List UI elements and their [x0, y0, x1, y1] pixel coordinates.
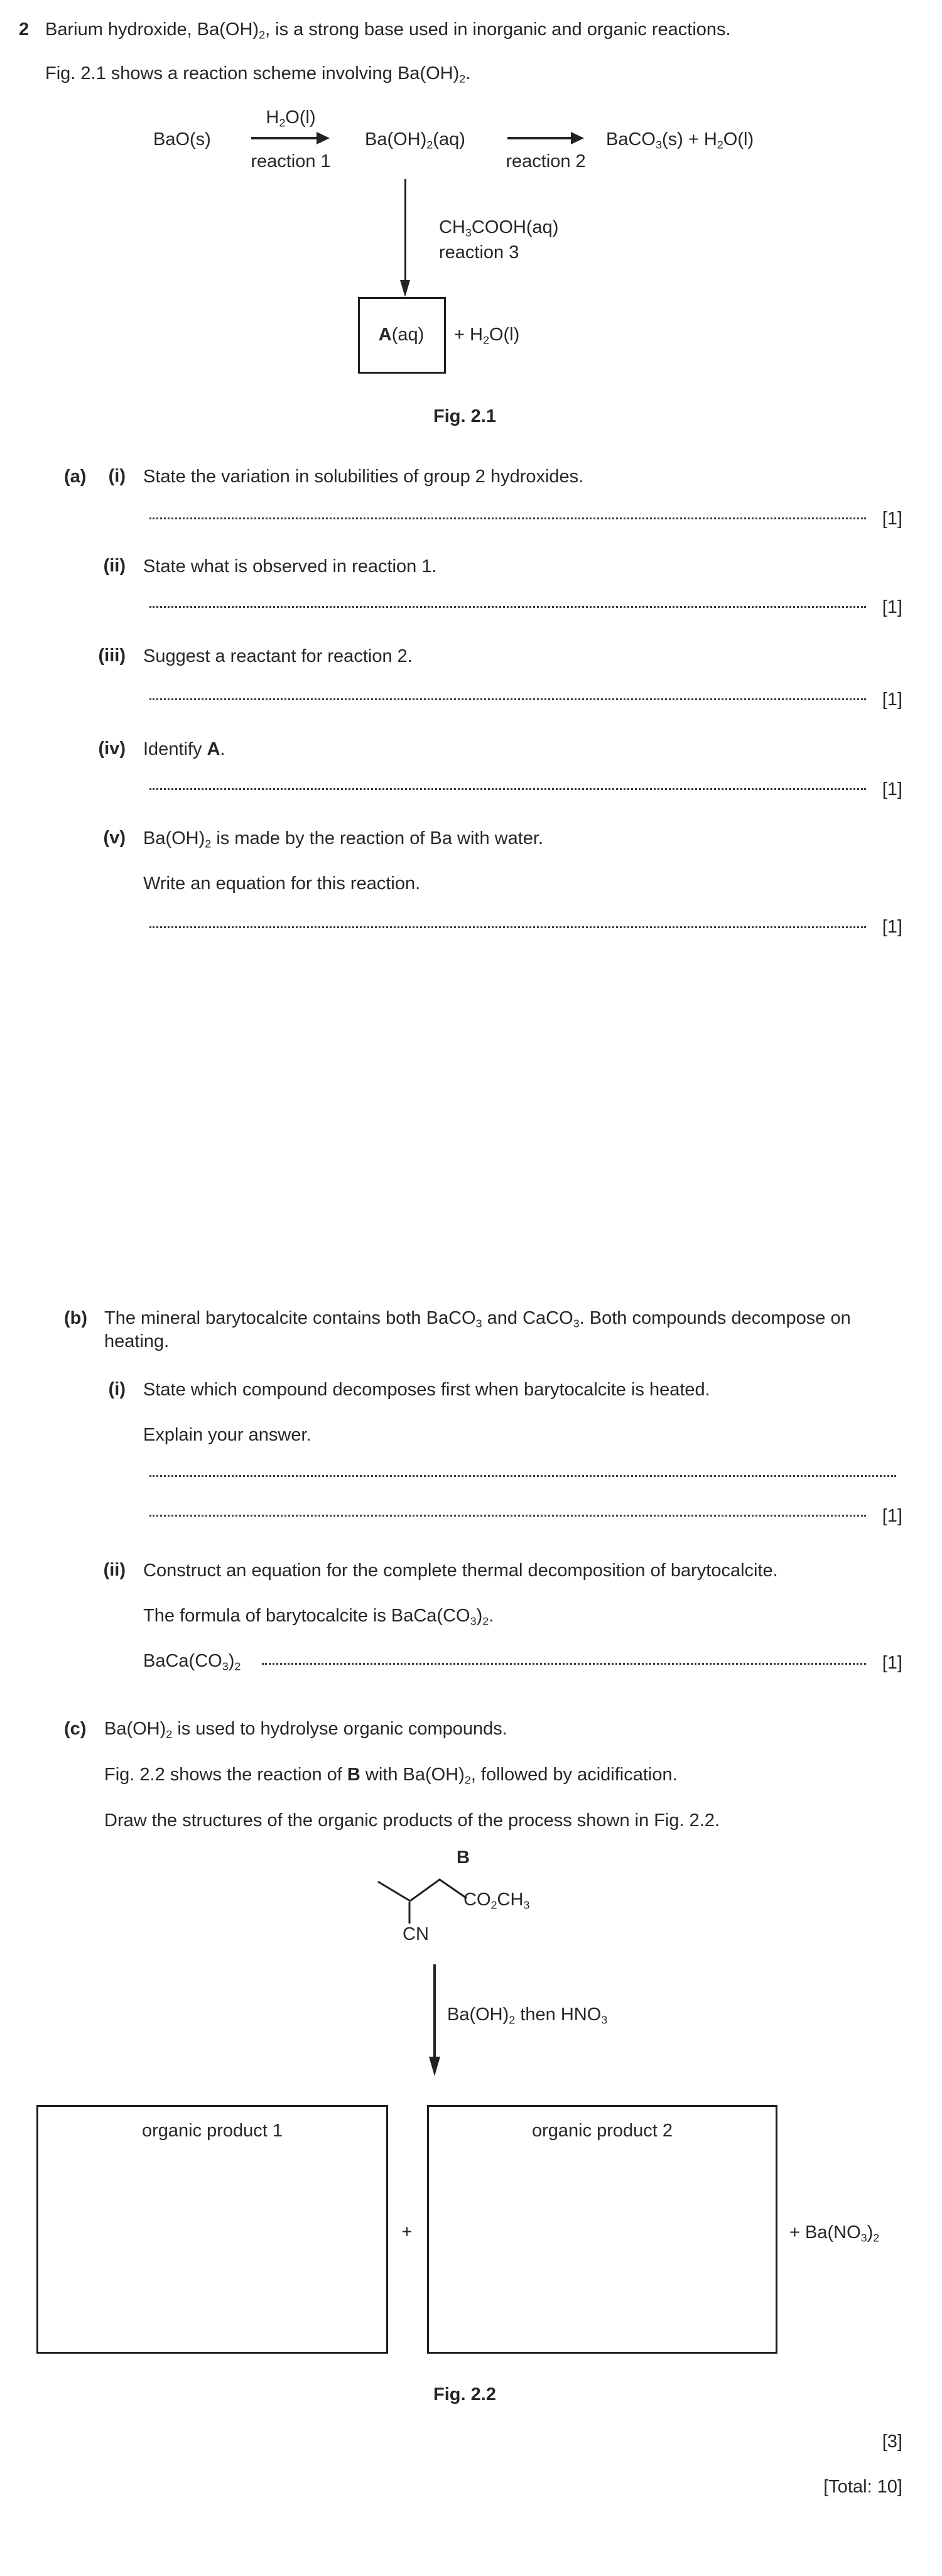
- fig21-box-label: A(aq): [378, 325, 425, 345]
- fig22-nitrile-group: CN: [403, 1924, 429, 1944]
- fig22-arrow-label: $Ba(OH)_2$ then $HNO_3$: [447, 2005, 608, 2027]
- reaction3-arrowhead-icon: [400, 280, 410, 297]
- part-c-text-line3: Draw the structures of the organic products of the process shown in Fig. 2.2.: [104, 1810, 720, 1831]
- part-b-i-label: (i): [108, 1379, 126, 1399]
- organic-product-1-box: [36, 2105, 388, 2354]
- fig22-ester-group: $CO_2CH_3$: [463, 1890, 530, 1912]
- mark-b-ii: [1]: [882, 1653, 902, 1673]
- fig22-plus: +: [401, 2222, 413, 2242]
- organic-product-2-label: organic product 2: [531, 2121, 673, 2141]
- fig21-arrow1-top-label: $H_2O(l)$: [266, 107, 316, 129]
- fig21-arrow2-bottom-label: reaction 2: [506, 151, 586, 171]
- mark-a-iv: [1]: [882, 779, 902, 799]
- mark-c: [3]: [882, 2432, 902, 2452]
- answer-line: [262, 1663, 866, 1665]
- answer-line: [149, 1515, 866, 1517]
- reaction3-arrow-line: [404, 179, 406, 281]
- part-b-ii-text: Construct an equation for the complete thermal decomposition of barytocalcite.: [143, 1561, 778, 1581]
- reaction2-arrowhead-icon: [571, 132, 584, 144]
- part-a-v-text: $Ba(OH)_2$ is made by the reaction of Ba with water.: [143, 828, 544, 850]
- fig22-arrow-line: [433, 1964, 436, 2057]
- part-b-ii-text2: The formula of barytocalcite is $BaCa(CO_3)_2$.: [143, 1606, 494, 1628]
- mark-a-iii: [1]: [882, 690, 902, 710]
- reaction1-arrowhead-icon: [317, 132, 330, 144]
- fig22-byproduct: + $Ba(NO_3)_2$: [789, 2222, 880, 2244]
- organic-product-1-label: organic product 1: [141, 2121, 283, 2141]
- answer-line: [149, 788, 866, 790]
- fig21-intermediate: $Ba(OH)_2(aq)$: [365, 129, 465, 151]
- part-a-i-label: (i): [108, 466, 126, 486]
- mark-a-v: [1]: [882, 917, 902, 937]
- answer-line: [149, 517, 866, 519]
- part-a-iv-text: Identify A.: [143, 739, 225, 759]
- question-intro-line2: Fig. 2.1 shows a reaction scheme involving $Ba(OH)_2$.: [45, 63, 471, 85]
- part-a-i-text: State the variation in solubilities of group 2 hydroxides.: [143, 467, 584, 487]
- organic-product-2-box: [427, 2105, 777, 2354]
- reaction1-arrow-line: [251, 137, 318, 139]
- part-a-ii-text: State what is observed in reaction 1.: [143, 556, 437, 576]
- part-c-text-line2: Fig. 2.2 shows the reaction of B with $Ba(OH)_2$, followed by acidification.: [104, 1765, 678, 1787]
- bond-methyl: [379, 1882, 410, 1901]
- fig21-arrow1-bottom-label: reaction 1: [251, 151, 331, 171]
- fig21-arrow3-bottom-label: reaction 3: [439, 242, 519, 262]
- question-intro-line1: Barium hydroxide, $Ba(OH)_2$, is a strong base used in inorganic and organic reactions.: [45, 19, 731, 41]
- mark-b-i: [1]: [882, 1506, 902, 1526]
- fig21-caption: Fig. 2.1: [433, 406, 496, 426]
- part-a-iii-label: (iii): [98, 646, 126, 666]
- fig21-box-suffix: + $H_2O(l)$: [454, 325, 520, 347]
- part-a-iv-label: (iv): [98, 739, 126, 759]
- mark-a-i: [1]: [882, 509, 902, 529]
- fig22-caption: Fig. 2.2: [433, 2384, 496, 2405]
- part-a-iii-text: Suggest a reactant for reaction 2.: [143, 646, 413, 666]
- part-a-ii-label: (ii): [103, 556, 126, 576]
- fig21-products: BaCO$_3$(s) + $H_2O(l)$: [606, 129, 754, 151]
- question-number: 2: [19, 19, 30, 40]
- fig22-arrowhead-icon: [429, 2057, 440, 2076]
- answer-line: [149, 698, 866, 700]
- answer-line: [149, 926, 866, 928]
- part-a-label: (a): [64, 467, 87, 487]
- fig21-reactant: BaO(s): [153, 129, 211, 149]
- bond-ester: [440, 1880, 466, 1898]
- part-a-v-text2: Write an equation for this reaction.: [143, 874, 421, 894]
- part-b-ii-label: (ii): [103, 1560, 126, 1580]
- answer-line: [149, 606, 866, 608]
- reaction2-arrow-line: [507, 137, 572, 139]
- total-mark: [Total: 10]: [823, 2477, 902, 2497]
- part-b-label: (b): [64, 1308, 88, 1328]
- fig22-molecule-label: B: [457, 1848, 470, 1868]
- answer-line: [149, 1475, 896, 1477]
- mark-a-ii: [1]: [882, 597, 902, 617]
- part-b-ii-answer-prefix: $BaCa(CO_3)_2$: [143, 1651, 241, 1673]
- part-a-v-label: (v): [103, 828, 126, 848]
- part-b-text-line2: heating.: [104, 1331, 170, 1351]
- fig21-arrow3-top-label: $CH_3COOH(aq)$: [439, 217, 559, 239]
- part-c-label: (c): [64, 1719, 87, 1739]
- bond-ch2: [410, 1880, 440, 1901]
- part-c-text-line1: $Ba(OH)_2$ is used to hydrolyse organic compounds.: [104, 1719, 507, 1741]
- part-b-text-line1: The mineral barytocalcite contains both BaCO$_3$ and CaCO$_3$. Both compounds decompose on: [104, 1308, 851, 1330]
- part-b-i-text: State which compound decomposes first when barytocalcite is heated.: [143, 1380, 710, 1400]
- part-b-i-text2: Explain your answer.: [143, 1425, 311, 1445]
